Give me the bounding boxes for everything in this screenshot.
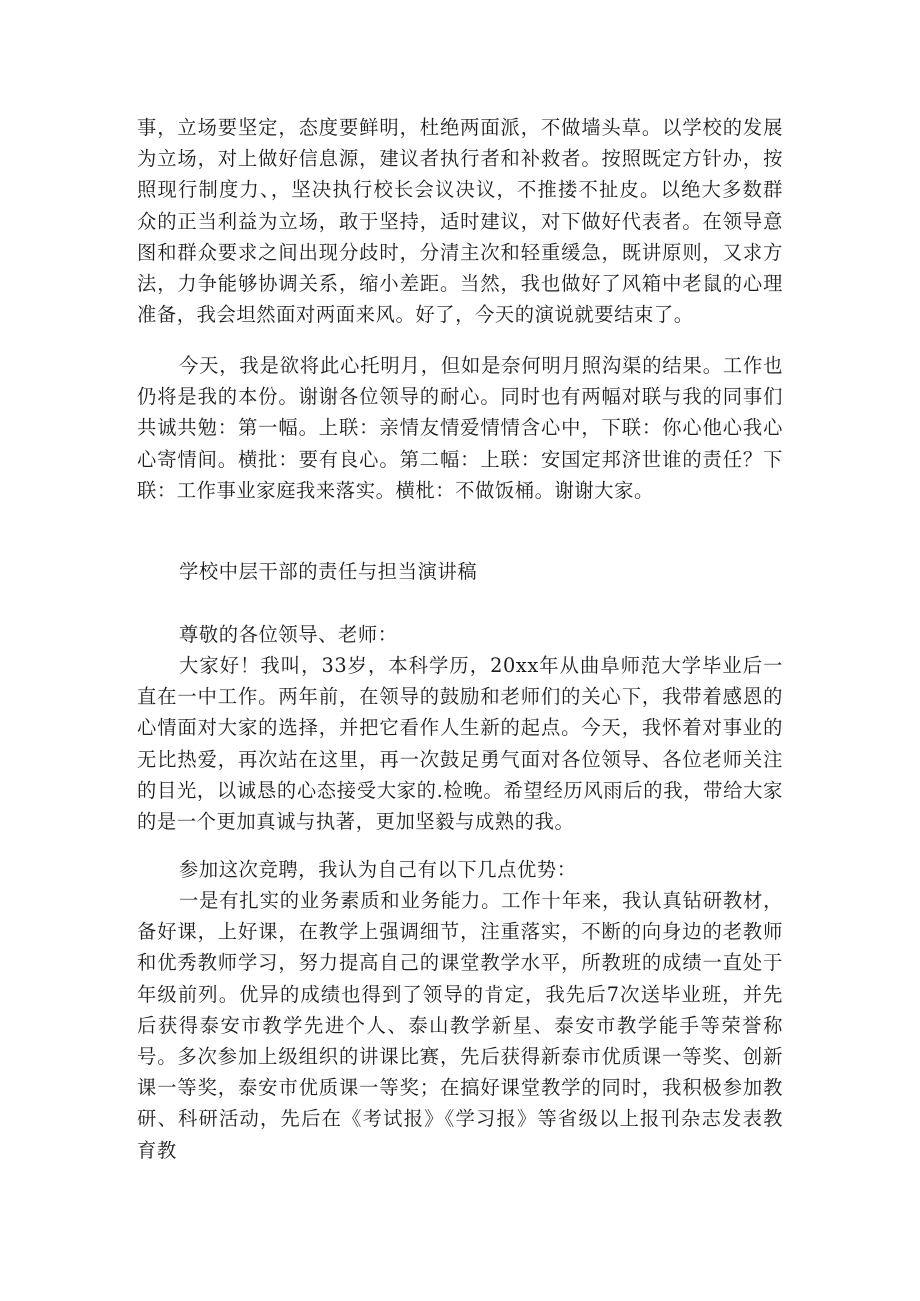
body-paragraph: 大家好！我叫，33岁，本科学历，20xx年从曲阜师范大学毕业后一直在一中工作。两年前，在领导的鼓励和老师们的关心下，我带着感恩的心情面对大家的选择，并把它看作人生新的起点。今天，我怀着对事业的无比热爱，再次站在这里，再一次鼓足勇气面对各位领导、各位老师关注的目光，以诚恳的心态接受大家的.检晚。希望经历风雨后的我，带给大家的是一个更加真诚与执著，更加坚毅与成熟的我。 (137, 654, 783, 834)
body-paragraph: 参加这次竞聘，我认为自己有以下几点优势： (179, 858, 577, 881)
body-paragraph: 今天，我是欲将此心托明月，但如是奈何明月照沟渠的结果。工作也仍将是我的本份。谢谢各位领导的耐心。同时也有两幅对联与我的同事们共诚共勉：第一幅。上联：亲情友情爱情情含心中，下联：你心他心我心心寄情间。横批：要有良心。第二幅：上联：安国定邦济世谁的责任？下联：工作事业家庭我来落实。横枇：不做饭桶。谢谢大家。 (137, 354, 783, 502)
body-paragraph: 一是有扎实的业务素质和业务能力。工作十年来，我认真钻研教材，备好课，上好课，在教学上强调细节，注重落实，不断的向身边的老教师和优秀教师学习，努力提高自己的课堂教学水平，所教班的成绩一直处于年级前列。优异的成绩也得到了领导的肯定，我先后7次送毕业班，并先后获得泰安市教学先进个人、泰山教学新星、泰安市教学能手等荣誉称号。多次参加上级组织的讲课比赛，先后获得新泰市优质课一等奖、创新课一等奖，泰安市优质课一等奖；在搞好课堂教学的同时，我积极参加教研、科研活动，先后在《考试报》《学习报》等省级以上报刊杂志发表教育教 (137, 889, 783, 1162)
salutation: 尊敬的各位领导、老师： (179, 623, 398, 646)
body-paragraph: 事，立场要坚定，态度要鲜明，杜绝两面派，不做墙头草。以学校的发展为立场，对上做好信息源，建议者执行者和补救者。按照既定方针办，按照现行制度力、，坚决执行校长会议决议，不推搂不扯皮。以绝大多数群众的正当利益为立场，敢于坚持，适时建议，对下做好代表者。在领导意图和群众要求之间出现分歧时，分清主次和轻重缓急，既讲原则，又求方法，力争能够协调关系，缩小差距。当然，我也做好了风箱中老鼠的心理准备，我会坦然面对两面来风。好了，今天的演说就要结束了。 (137, 116, 783, 327)
speech-title: 学校中层干部的责任与担当演讲稿 (179, 560, 478, 583)
